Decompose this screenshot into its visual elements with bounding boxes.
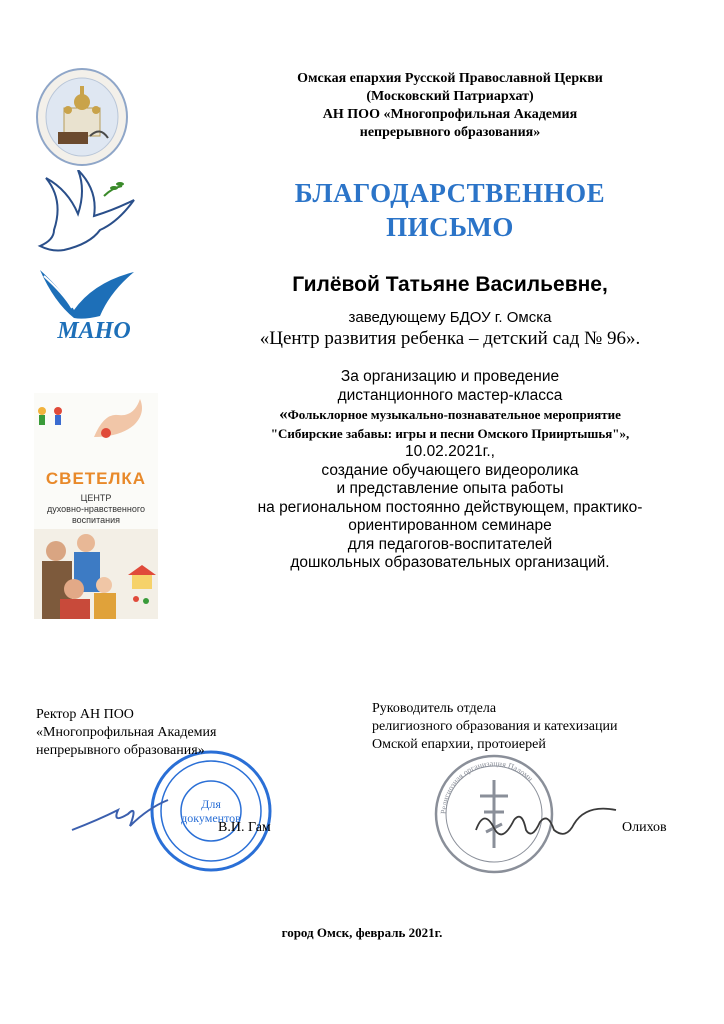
body-line-6: создание обучающего видеоролика bbox=[321, 461, 579, 479]
body-line-9: ориентированном семинаре bbox=[348, 517, 552, 534]
rector-signature bbox=[68, 790, 178, 840]
body-line-3 bbox=[200, 405, 700, 425]
recipient-position: заведующему БДОУ г. Омска bbox=[348, 309, 552, 326]
title-line-1: БЛАГОДАРСТВЕННОЕ bbox=[294, 178, 606, 208]
rector-title-block bbox=[36, 706, 216, 760]
rector-line-1: Ректор АН ПОО bbox=[36, 707, 134, 722]
header-line-2: (Московский Патриархат) bbox=[366, 89, 534, 104]
body-line-1: За организацию и проведение bbox=[340, 368, 560, 385]
svetelka-sub-1: ЦЕНТР bbox=[80, 493, 112, 503]
department-line-1: Руководитель отдела bbox=[372, 701, 497, 716]
place-and-date: город Омск, февраль 2021г. bbox=[281, 925, 443, 940]
recipient-name: Гилёвой Татьяне Васильевне, bbox=[292, 273, 608, 296]
body-line-11: дошкольных образовательных организаций. bbox=[290, 554, 610, 571]
body-line-8: на региональном постоянно действующем, практико- bbox=[257, 498, 643, 516]
department-line-3: Омской епархии, протоиерей bbox=[372, 737, 546, 752]
svetelka-title: СВЕТЕЛКА bbox=[45, 469, 147, 488]
header-block bbox=[200, 70, 700, 142]
event-name-line-2: "Сибирские забавы: игры и песни Омского Прииртышья"», bbox=[270, 425, 630, 441]
body-line-2: дистанционного мастер-класса bbox=[337, 386, 563, 404]
department-head-block bbox=[372, 700, 618, 754]
rector-name: В.И. Гам bbox=[218, 820, 271, 835]
body-line-7: и представление опыта работы bbox=[336, 480, 564, 497]
body-line-5: 10.02.2021г., bbox=[405, 443, 495, 460]
dove-icon bbox=[34, 170, 138, 258]
svetelka-sub-3: воспитания bbox=[72, 515, 120, 525]
header-line-3: АН ПОО «Многопрофильная Академия bbox=[322, 107, 578, 122]
department-line-2: религиозного образования и катехизации bbox=[372, 719, 618, 734]
header-line-4: непрерывного образования» bbox=[359, 125, 541, 140]
event-name-line-1: Фольклорное музыкально-познавательное мероприятие bbox=[287, 407, 621, 422]
svetelka-banner bbox=[34, 393, 158, 619]
rector-line-2: «Многопрофильная Академия bbox=[36, 725, 217, 740]
document-title bbox=[200, 176, 700, 244]
eparchy-emblem bbox=[34, 66, 130, 168]
svetelka-sub-2: духовно-нравственного bbox=[47, 504, 145, 514]
letter-body bbox=[200, 368, 700, 573]
rector-line-3: непрерывного образования» bbox=[36, 743, 205, 758]
mano-logo-text: МАНО bbox=[57, 318, 131, 344]
stamp-center-line-1: Для bbox=[201, 797, 221, 811]
department-head-name: Олихов bbox=[622, 820, 667, 835]
stamp-arc-text: Религиозная организация Паломн bbox=[438, 758, 535, 815]
body-line-10: для педагогов-воспитателей bbox=[347, 535, 553, 553]
stamp-center-line-2: документов bbox=[181, 811, 241, 825]
body-open-quote: « bbox=[279, 404, 288, 423]
family-photo bbox=[34, 529, 158, 619]
protoiereus-signature bbox=[470, 800, 620, 850]
title-line-2: ПИСЬМО bbox=[386, 212, 514, 242]
recipient-organization: «Центр развития ребенка – детский сад № 96». bbox=[259, 328, 641, 349]
children-figures-icon bbox=[34, 393, 158, 443]
header-line-1: Омская епархия Русской Православной Церкви bbox=[297, 71, 603, 86]
mano-logo bbox=[34, 262, 154, 344]
